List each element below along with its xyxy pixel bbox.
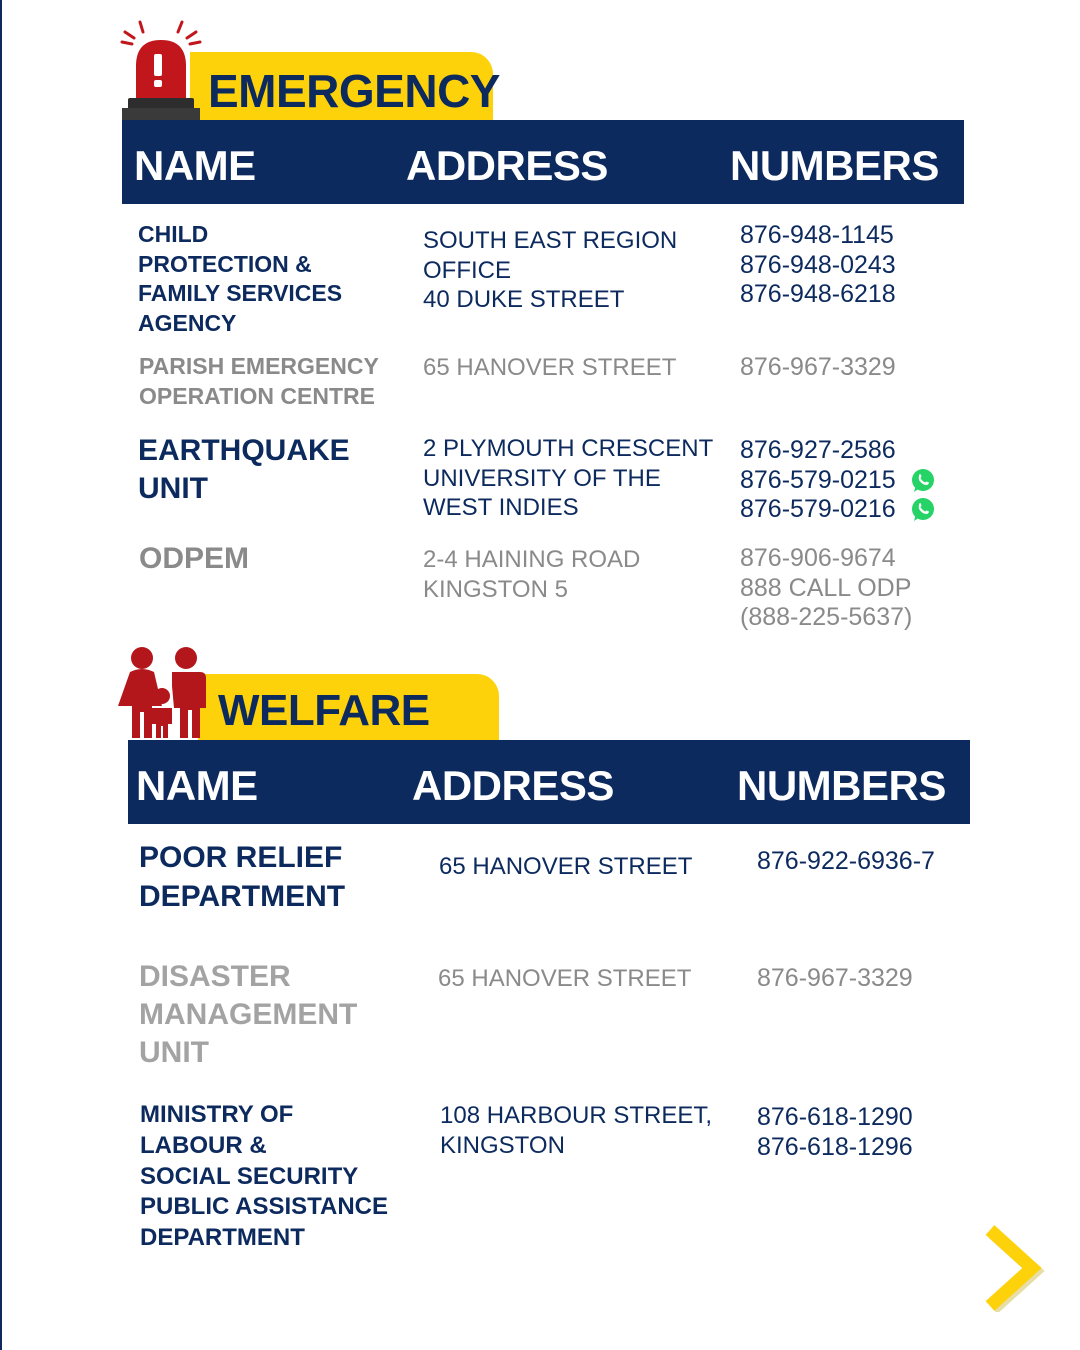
row-address: SOUTH EAST REGION OFFICE 40 DUKE STREET xyxy=(423,227,678,313)
row-address: 108 HARBOUR STREET, KINGSTON xyxy=(440,1102,713,1159)
emergency-header-address: ADDRESS xyxy=(406,142,608,189)
emergency-header-name: NAME xyxy=(134,142,256,189)
row-name: MINISTRY OF LABOUR & SOCIAL SECURITY PUBLIC ASSISTANCE DEPARTMENT xyxy=(140,1101,389,1252)
row-name: PARISH EMERGENCY OPERATION CENTRE xyxy=(139,353,379,409)
row-numbers: 876-967-3329 xyxy=(740,353,896,381)
row-address: 2-4 HAINING ROAD KINGSTON 5 xyxy=(423,546,641,603)
row-address: 65 HANOVER STREET xyxy=(423,354,677,381)
row-address: 2 PLYMOUTH CRESCENT UNIVERSITY OF THE WEST INDIES xyxy=(423,435,714,521)
row-name: ODPEM xyxy=(139,542,250,575)
welfare-header-address: ADDRESS xyxy=(412,762,614,809)
welfare-section-tab xyxy=(198,674,499,740)
row-name: EARTHQUAKE UNIT xyxy=(138,434,350,505)
welfare-table-header xyxy=(128,740,970,824)
whatsapp-icon[interactable] xyxy=(910,497,936,523)
emergency-header-numbers: NUMBERS xyxy=(730,142,939,189)
chevron-right-icon[interactable] xyxy=(978,1222,1048,1312)
family-icon xyxy=(116,646,210,740)
row-address: 65 HANOVER STREET xyxy=(439,853,693,880)
emergency-section-tab xyxy=(190,52,500,120)
emergency-section-title: EMERGENCY xyxy=(208,65,500,117)
row-address: 65 HANOVER STREET xyxy=(438,965,692,992)
page-left-border xyxy=(0,0,2,1350)
row-numbers: 876-922-6936-7 xyxy=(757,847,935,875)
row-name: POOR RELIEF DEPARTMENT xyxy=(139,841,346,913)
welfare-header-name: NAME xyxy=(136,762,258,809)
row-numbers: 876-967-3329 xyxy=(757,964,913,992)
row-name: CHILD PROTECTION & FAMILY SERVICES AGENCY xyxy=(138,221,343,336)
welfare-section-title: WELFARE xyxy=(218,686,430,735)
row-numbers: 876-948-1145 876-948-0243 876-948-6218 xyxy=(740,221,896,308)
welfare-header-numbers: NUMBERS xyxy=(737,762,946,809)
row-name: DISASTER MANAGEMENT UNIT xyxy=(139,960,358,1069)
row-numbers: 876-927-2586 876-579-0215 876-579-0216 xyxy=(740,436,936,525)
row-numbers: 876-618-1290 876-618-1296 xyxy=(757,1103,913,1161)
row-numbers: 876-906-9674 888 CALL ODP (888-225-5637) xyxy=(740,544,913,631)
emergency-table-header xyxy=(122,120,964,204)
siren-icon xyxy=(116,18,206,122)
whatsapp-icon[interactable] xyxy=(910,468,936,494)
